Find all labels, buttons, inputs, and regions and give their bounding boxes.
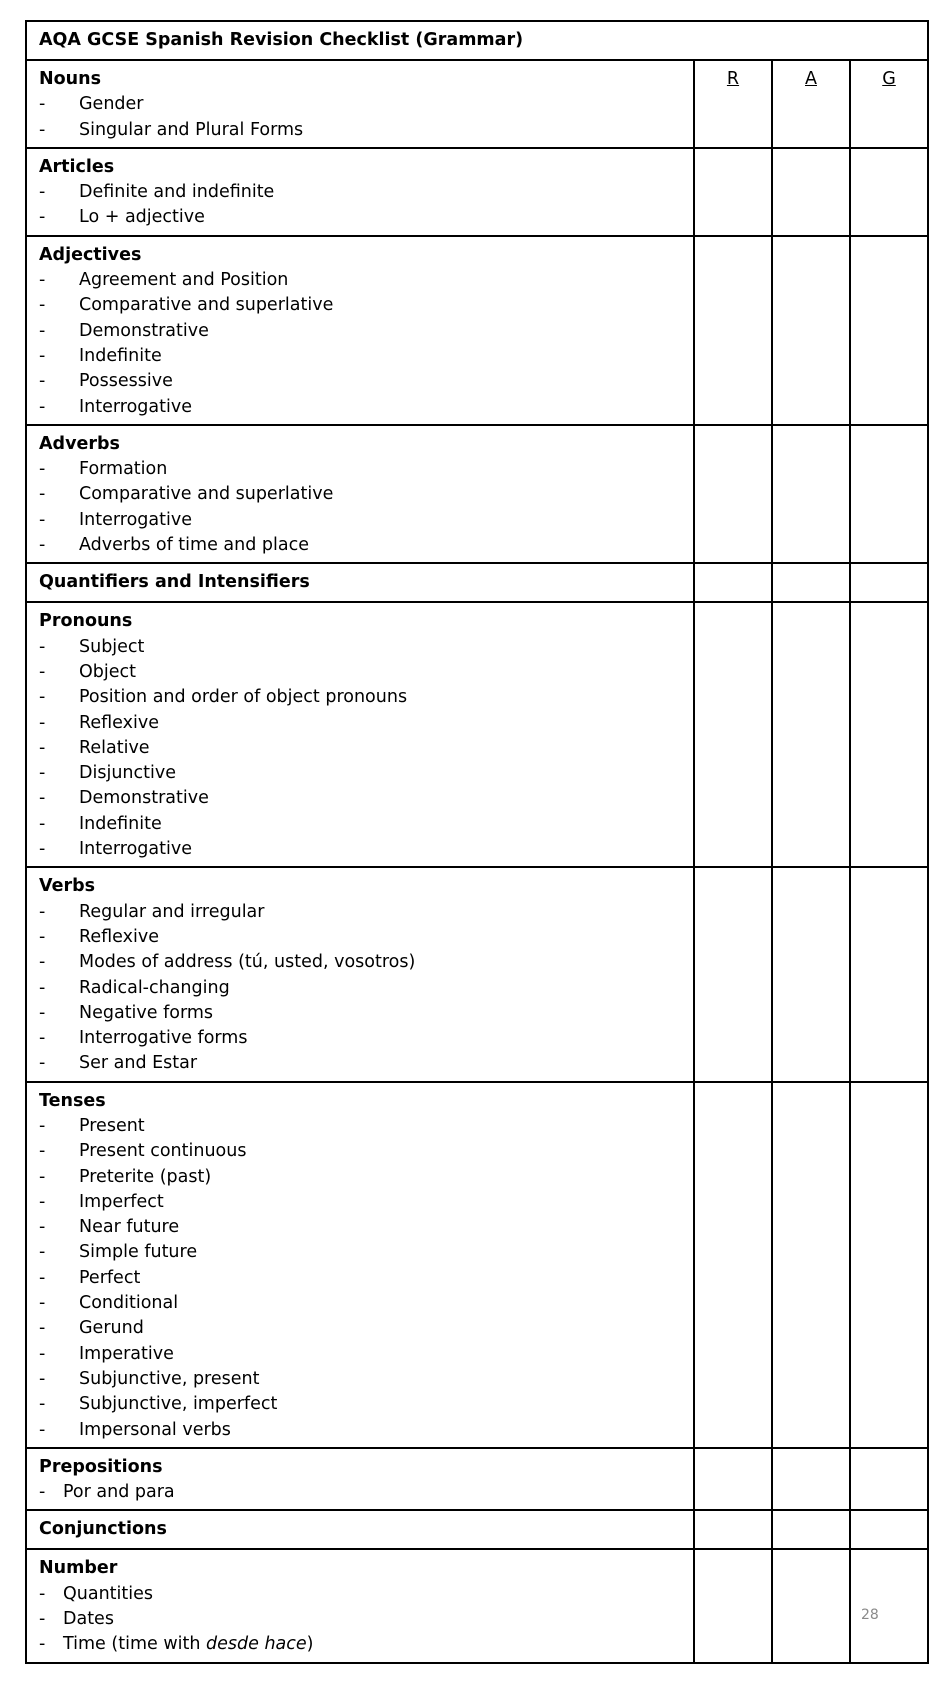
list-item: - Time (time with desde hace) xyxy=(39,1634,314,1655)
r-checkbox-cell[interactable] xyxy=(694,1549,772,1662)
list-item: - Por and para xyxy=(39,1482,175,1503)
topic-cell xyxy=(26,602,694,867)
list-item: - Present xyxy=(39,1115,145,1136)
list-item: - Indefinite xyxy=(39,345,162,366)
section-row-number xyxy=(26,1549,928,1662)
r-checkbox-cell[interactable] xyxy=(694,563,772,602)
a-checkbox-cell[interactable] xyxy=(772,425,850,563)
list-item: - Formation xyxy=(39,459,168,480)
list-item: - Subjunctive, present xyxy=(39,1368,260,1389)
g-checkbox-cell[interactable] xyxy=(850,1082,928,1448)
list-item: - Definite and indefinite xyxy=(39,182,275,203)
r-checkbox-cell[interactable] xyxy=(694,1448,772,1511)
g-checkbox-cell[interactable] xyxy=(850,1448,928,1511)
list-item: - Possessive xyxy=(39,371,173,392)
r-checkbox-cell[interactable] xyxy=(694,236,772,425)
list-item: - Subjunctive, imperfect xyxy=(39,1394,278,1415)
list-item: - Indefinite xyxy=(39,813,162,834)
list-item: - Gerund xyxy=(39,1318,144,1339)
g-checkbox-cell[interactable] xyxy=(850,867,928,1081)
page-number: 28 xyxy=(861,1607,879,1623)
g-checkbox-cell[interactable] xyxy=(850,148,928,236)
g-checkbox-cell[interactable] xyxy=(850,425,928,563)
topic-cell xyxy=(26,1082,694,1448)
a-checkbox-cell[interactable] xyxy=(772,867,850,1081)
list-item: - Conditional xyxy=(39,1293,179,1314)
list-item: - Perfect xyxy=(39,1267,141,1288)
list-item: - Relative xyxy=(39,737,150,758)
list-item: - Agreement and Position xyxy=(39,270,289,291)
r-checkbox-cell[interactable] xyxy=(694,425,772,563)
r-checkbox-cell[interactable] xyxy=(694,148,772,236)
list-item: - Impersonal verbs xyxy=(39,1419,231,1440)
list-item: - Demonstrative xyxy=(39,788,209,809)
list-item: - Ser and Estar xyxy=(39,1053,198,1074)
list-item: - Object xyxy=(39,661,136,682)
a-checkbox-cell[interactable] xyxy=(772,1448,850,1511)
list-item: - Preterite (past) xyxy=(39,1166,212,1187)
column-header-g: G xyxy=(850,60,928,148)
section-row-articles xyxy=(26,148,928,236)
list-item: - Interrogative forms xyxy=(39,1028,248,1049)
section-row-nouns xyxy=(26,60,928,148)
g-checkbox-cell[interactable] xyxy=(850,563,928,602)
r-checkbox-cell[interactable] xyxy=(694,602,772,867)
r-checkbox-cell[interactable] xyxy=(694,867,772,1081)
topic-cell xyxy=(26,1448,694,1511)
topic-cell xyxy=(26,867,694,1081)
list-item: - Demonstrative xyxy=(39,320,209,341)
section-row-adverbs xyxy=(26,425,928,563)
list-item: - Comparative and superlative xyxy=(39,295,334,316)
list-item: - Reflexive xyxy=(39,926,159,947)
list-item: - Interrogative xyxy=(39,839,192,860)
a-checkbox-cell[interactable] xyxy=(772,1082,850,1448)
list-item: - Regular and irregular xyxy=(39,901,265,922)
list-item: - Imperative xyxy=(39,1343,174,1364)
list-item: - Interrogative xyxy=(39,396,192,417)
section-heading: Number xyxy=(39,1558,118,1579)
a-checkbox-cell[interactable] xyxy=(772,236,850,425)
list-item: - Radical-changing xyxy=(39,977,230,998)
g-checkbox-cell[interactable] xyxy=(850,602,928,867)
section-row-verbs xyxy=(26,867,928,1081)
column-header-r: R xyxy=(694,60,772,148)
list-item: - Modes of address (tú, usted, vosotros) xyxy=(39,952,416,973)
list-item: - Gender xyxy=(39,94,144,115)
section-heading: Adverbs xyxy=(39,433,120,454)
section-heading: Adjectives xyxy=(39,244,142,265)
topic-cell xyxy=(26,60,694,148)
list-item: - Reflexive xyxy=(39,712,159,733)
section-row-tenses xyxy=(26,1082,928,1448)
r-checkbox-cell[interactable] xyxy=(694,1510,772,1549)
topic-cell xyxy=(26,236,694,425)
section-heading: Prepositions xyxy=(39,1456,163,1477)
list-item: - Simple future xyxy=(39,1242,198,1263)
topic-cell xyxy=(26,1549,694,1662)
section-row-conjunctions xyxy=(26,1510,928,1549)
section-row-pronouns xyxy=(26,602,928,867)
section-heading: Verbs xyxy=(39,876,96,897)
list-item: - Comparative and superlative xyxy=(39,484,334,505)
list-item: - Present continuous xyxy=(39,1141,247,1162)
column-header-a: A xyxy=(772,60,850,148)
checklist-title: AQA GCSE Spanish Revision Checklist (Grammar) xyxy=(26,21,928,60)
a-checkbox-cell[interactable] xyxy=(772,1510,850,1549)
a-checkbox-cell[interactable] xyxy=(772,563,850,602)
g-checkbox-cell[interactable] xyxy=(850,1510,928,1549)
list-item: - Lo + adjective xyxy=(39,207,205,228)
a-checkbox-cell[interactable] xyxy=(772,148,850,236)
section-heading: Quantifiers and Intensifiers xyxy=(26,563,694,602)
g-checkbox-cell[interactable] xyxy=(850,236,928,425)
list-item: - Singular and Plural Forms xyxy=(39,119,304,140)
list-item: - Quantities xyxy=(39,1583,154,1604)
section-heading: Conjunctions xyxy=(26,1510,694,1549)
list-item: - Negative forms xyxy=(39,1002,214,1023)
topic-cell xyxy=(26,425,694,563)
section-heading: Articles xyxy=(39,156,115,177)
section-heading: Tenses xyxy=(39,1090,106,1111)
r-checkbox-cell[interactable] xyxy=(694,1082,772,1448)
list-item: - Dates xyxy=(39,1609,114,1630)
a-checkbox-cell[interactable] xyxy=(772,1549,850,1662)
list-item: - Near future xyxy=(39,1217,180,1238)
section-row-adjectives xyxy=(26,236,928,425)
list-item: - Adverbs of time and place xyxy=(39,535,309,556)
section-heading: Nouns xyxy=(39,69,102,89)
section-heading: Pronouns xyxy=(39,611,133,632)
a-checkbox-cell[interactable] xyxy=(772,602,850,867)
list-item: - Subject xyxy=(39,636,145,657)
list-item: - Interrogative xyxy=(39,509,192,530)
list-item: - Disjunctive xyxy=(39,763,176,784)
grammar-checklist-table xyxy=(25,20,929,1664)
list-item: - Imperfect xyxy=(39,1191,164,1212)
section-row-prepositions xyxy=(26,1448,928,1511)
section-row-quantifiers xyxy=(26,563,928,602)
topic-cell xyxy=(26,148,694,236)
title-row xyxy=(26,21,928,60)
list-item: - Position and order of object pronouns xyxy=(39,687,408,708)
